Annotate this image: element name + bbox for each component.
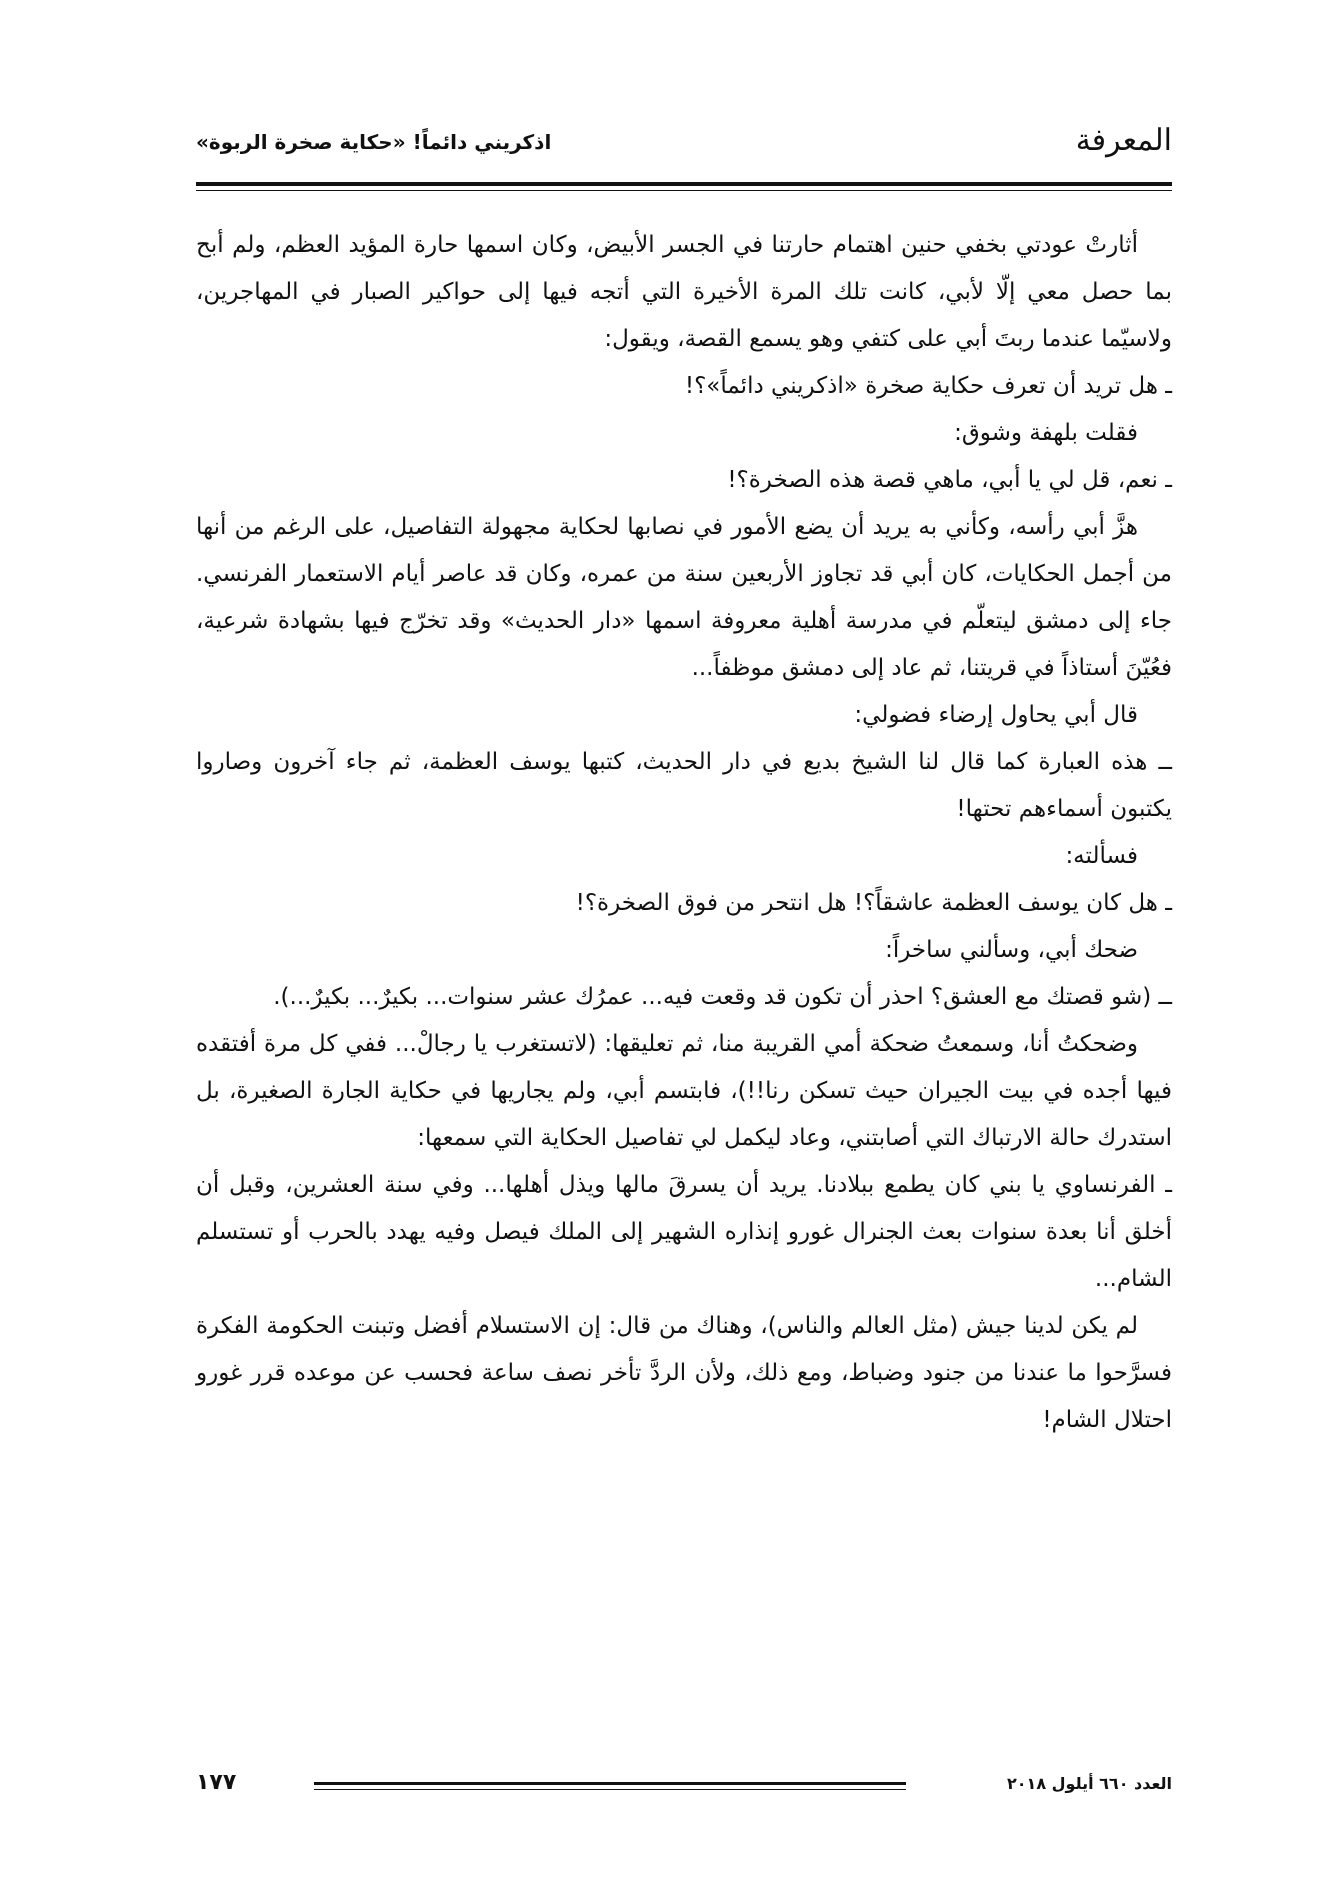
paragraph: قال أبي يحاول إرضاء فضولي: — [854, 702, 1138, 728]
dialogue-line: ـ نعم، قل لي يا أبي، ماهي قصة هذه الصخرة؟! — [727, 467, 1172, 493]
dialogue-line: ــ هذه العبارة كما قال لنا الشيخ بديع في دار الحديث، كتبها يوسف العظمة، ثم جاء آخرون وصاروا يكتبون أسماءهم تحتها! — [196, 749, 1172, 822]
footer-rule-thin — [314, 1789, 906, 1790]
page-header — [196, 120, 1172, 178]
paragraph: وضحكتُ أنا، وسمعتُ ضحكة أمي القريبة منا، ثم تعليقها: (لاتستغرب يا رجالْ... ففي كل مرة أفتقده فيها أجده في بيت الجيران حيث تسكن رنا!!)، فابتسم أبي، ولم يجاريها في حكاية الجارة الصغيرة، بل استدرك حالة الارتباك التي أصابتني، وعاد ليكمل لي تفاصيل الحكاية التي سمعها: — [196, 1031, 1172, 1151]
header-rule-thick — [196, 182, 1172, 186]
article-body — [196, 222, 1172, 1444]
footer-rule-thick — [314, 1782, 906, 1785]
paragraph: أثارتْ عودتي بخفي حنين اهتمام حارتنا في الجسر الأبيض، وكان اسمها حارة المؤيد العظم، ولم أبح بما حصل معي إلّا لأبي، كانت تلك المرة الأخيرة التي أتجه فيها إلى حواكير الصبار في المهاجرين، ولاسيّما عندما ربتَ أبي على كتفي وهو يسمع القصة، ويقول: — [196, 232, 1172, 352]
paragraph: ضحك أبي، وسألني ساخراً: — [885, 937, 1138, 963]
dialogue-line: ــ (شو قصتك مع العشق؟ احذر أن تكون قد وقعت فيه... عمرُك عشر سنوات... بكيرٌ... بكيرٌ...). — [273, 984, 1172, 1010]
dialogue-line: ـ هل كان يوسف العظمة عاشقاً؟! هل انتحر من فوق الصخرة؟! — [575, 890, 1172, 916]
dialogue-line: ـ هل تريد أن تعرف حكاية صخرة «اذكريني دائماً»؟! — [684, 373, 1172, 399]
magazine-logo: المعرفة — [1075, 123, 1172, 158]
issue-info: العدد ٦٦٠ أيلول ٢٠١٨ — [1007, 1774, 1172, 1793]
paragraph: فقلت بلهفة وشوق: — [954, 420, 1138, 446]
paragraph: لم يكن لدينا جيش (مثل العالم والناس)، وهناك من قال: إن الاستسلام أفضل وتبنت الحكومة الفكرة فسرَّحوا ما عندنا من جنود وضباط، ومع ذلك، ولأن الردَّ تأخر نصف ساعة فحسب عن موعده قرر غورو احتلال الشام! — [196, 1313, 1172, 1433]
header-rule-thin — [196, 190, 1172, 191]
dialogue-line: ـ الفرنساوي يا بني كان يطمع ببلادنا. يريد أن يسرقَ مالها ويذل أهلها... وفي سنة العشرين، وقبل أن أخلق أنا بعدة سنوات بعث الجنرال غورو إنذاره الشهير إلى الملك فيصل وفيه يهدد بالحرب أو تستسلم الشام... — [196, 1172, 1172, 1292]
running-title: اذكريني دائماً! «حكاية صخرة الربوة» — [196, 130, 552, 154]
paragraph: هزَّ أبي رأسه، وكأني به يريد أن يضع الأمور في نصابها لحكاية مجهولة التفاصيل، على الرغم من أنها من أجمل الحكايات، كان أبي قد تجاوز الأربعين سنة من عمره، وكان قد عاصر أيام الاستعمار الفرنسي. جاء إلى دمشق ليتعلّم في مدرسة أهلية معروفة اسمها «دار الحديث» وقد تخرّج فيها بشهادة شرعية، فعُيّنَ أستاذاً في قريتنا، ثم عاد إلى دمشق موظفاً... — [196, 514, 1172, 681]
page-footer — [196, 1770, 1172, 1806]
page-number: ١٧٧ — [196, 1770, 237, 1795]
paragraph: فسألته: — [1065, 843, 1138, 869]
